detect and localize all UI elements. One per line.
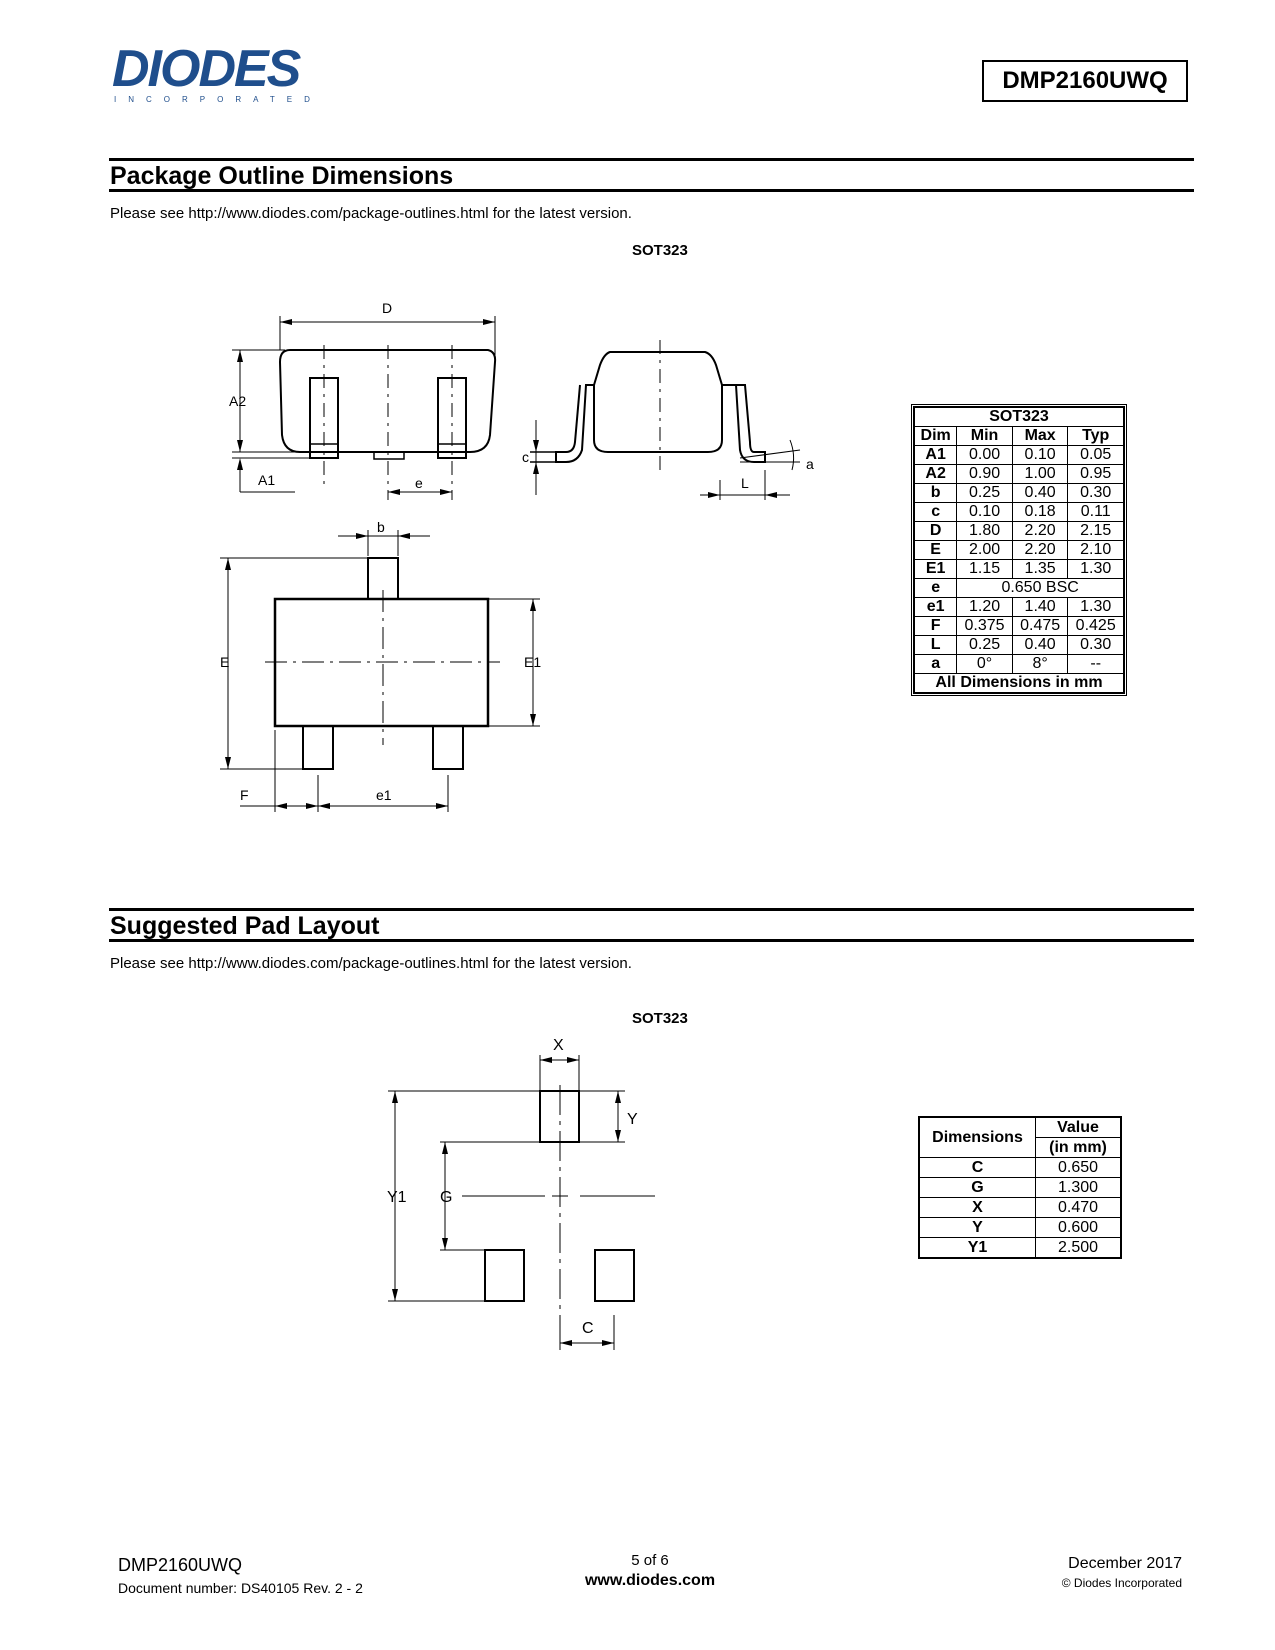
table-row bbox=[919, 1198, 1121, 1218]
footer-date: December 2017 bbox=[1068, 1555, 1182, 1572]
value-cell: 0.25 bbox=[957, 484, 1013, 503]
pad-table-header: Value bbox=[1036, 1117, 1122, 1138]
label-A2: A2 bbox=[229, 393, 247, 409]
logo-subtext: INCORPORATED bbox=[114, 95, 322, 104]
logo-text: DIODES bbox=[112, 44, 300, 98]
value-cell: 1.20 bbox=[957, 598, 1013, 617]
value-cell: -- bbox=[1068, 655, 1124, 674]
table-row bbox=[915, 598, 1124, 617]
value-cell: 0.10 bbox=[1012, 446, 1068, 465]
value-cell: 2.00 bbox=[957, 541, 1013, 560]
footer-website: www.diodes.com bbox=[584, 1572, 716, 1589]
table-row bbox=[915, 522, 1124, 541]
value-cell: 8° bbox=[1012, 655, 1068, 674]
dim-cell: e1 bbox=[915, 598, 957, 617]
value-cell: 2.20 bbox=[1012, 541, 1068, 560]
table-row bbox=[915, 560, 1124, 579]
table-row bbox=[915, 484, 1124, 503]
table-row bbox=[915, 617, 1124, 636]
value-cell: 1.30 bbox=[1068, 560, 1124, 579]
value-cell: 0.475 bbox=[1012, 617, 1068, 636]
value-cell: 2.500 bbox=[1036, 1238, 1122, 1259]
pad-table-header-unit: (in mm) bbox=[1036, 1138, 1122, 1158]
pad-table-header: Dimensions bbox=[919, 1117, 1036, 1158]
outline-table-header: Typ bbox=[1068, 427, 1124, 446]
dim-cell: F bbox=[915, 617, 957, 636]
part-number-box bbox=[982, 60, 1188, 102]
footer-part: DMP2160UWQ bbox=[118, 1555, 243, 1575]
outline-table-header: Max bbox=[1012, 427, 1068, 446]
table-row bbox=[915, 446, 1124, 465]
footer-docnum: Document number: DS40105 Rev. 2 - 2 bbox=[118, 1580, 363, 1596]
value-cell: 0.375 bbox=[957, 617, 1013, 636]
value-cell: 0.95 bbox=[1068, 465, 1124, 484]
value-cell: 2.15 bbox=[1068, 522, 1124, 541]
value-cell: 0.30 bbox=[1068, 484, 1124, 503]
label-E: E bbox=[220, 654, 230, 670]
value-cell: 0.40 bbox=[1012, 636, 1068, 655]
value-cell: 0.25 bbox=[957, 636, 1013, 655]
table-row bbox=[915, 636, 1124, 655]
value-cell: 0.40 bbox=[1012, 484, 1068, 503]
table-row bbox=[915, 503, 1124, 522]
table-row bbox=[915, 655, 1124, 674]
value-cell: 1.35 bbox=[1012, 560, 1068, 579]
label-Y: Y bbox=[627, 1111, 638, 1128]
part-number: DMP2160UWQ bbox=[1002, 67, 1168, 94]
value-cell: 2.10 bbox=[1068, 541, 1124, 560]
value-cell: 1.15 bbox=[957, 560, 1013, 579]
dim-cell: Y bbox=[919, 1218, 1036, 1238]
label-E1: E1 bbox=[524, 654, 542, 670]
value-cell: 1.80 bbox=[957, 522, 1013, 541]
diodes-logo bbox=[112, 44, 332, 106]
value-cell: 2.20 bbox=[1012, 522, 1068, 541]
label-D: D bbox=[382, 300, 393, 316]
value-cell: 0.650 bbox=[1036, 1158, 1122, 1178]
value-cell: 0.11 bbox=[1068, 503, 1124, 522]
value-cell: 0.10 bbox=[957, 503, 1013, 522]
pad-package-label: SOT323 bbox=[632, 1010, 688, 1027]
table-row bbox=[915, 541, 1124, 560]
outline-note: Please see http://www.diodes.com/package-outlines.html for the latest version. bbox=[110, 205, 632, 222]
value-cell: 0.30 bbox=[1068, 636, 1124, 655]
label-b: b bbox=[377, 519, 385, 535]
outline-table-header: Dim bbox=[915, 427, 957, 446]
label-a: a bbox=[806, 456, 814, 472]
dim-cell: E1 bbox=[915, 560, 957, 579]
value-cell: 1.30 bbox=[1068, 598, 1124, 617]
dim-cell: a bbox=[915, 655, 957, 674]
dim-cell: X bbox=[919, 1198, 1036, 1218]
dim-cell: b bbox=[915, 484, 957, 503]
label-Y1: Y1 bbox=[387, 1189, 407, 1206]
label-X: X bbox=[553, 1037, 564, 1054]
value-cell: 1.300 bbox=[1036, 1178, 1122, 1198]
dim-cell: L bbox=[915, 636, 957, 655]
label-e1: e1 bbox=[376, 787, 392, 803]
dim-cell: C bbox=[919, 1158, 1036, 1178]
label-e: e bbox=[415, 475, 423, 491]
label-C: C bbox=[582, 1320, 594, 1337]
dim-cell: G bbox=[919, 1178, 1036, 1198]
value-cell: 0.600 bbox=[1036, 1218, 1122, 1238]
outline-table-title: SOT323 bbox=[915, 408, 1124, 427]
value-cell: 0.650 BSC bbox=[957, 579, 1124, 598]
footer-page: 5 of 6 bbox=[631, 1552, 669, 1569]
dim-cell: D bbox=[915, 522, 957, 541]
value-cell: 0.05 bbox=[1068, 446, 1124, 465]
value-cell: 0.425 bbox=[1068, 617, 1124, 636]
outline-dimensions-table bbox=[911, 404, 1127, 696]
label-L: L bbox=[741, 475, 749, 491]
pad-section-title: Suggested Pad Layout bbox=[109, 908, 1194, 942]
table-row bbox=[915, 579, 1124, 598]
outline-package-label: SOT323 bbox=[632, 242, 688, 259]
label-c: c bbox=[522, 449, 529, 465]
outline-section-title: Package Outline Dimensions bbox=[109, 158, 1194, 192]
value-cell: 1.40 bbox=[1012, 598, 1068, 617]
pad-dimensions-table bbox=[918, 1116, 1122, 1259]
table-row bbox=[919, 1158, 1121, 1178]
dim-cell: A1 bbox=[915, 446, 957, 465]
label-F: F bbox=[240, 787, 249, 803]
dim-cell: c bbox=[915, 503, 957, 522]
footer-copyright: © Diodes Incorporated bbox=[1061, 1576, 1182, 1590]
dim-cell: Y1 bbox=[919, 1238, 1036, 1259]
label-A1: A1 bbox=[258, 472, 276, 488]
dim-cell: e bbox=[915, 579, 957, 598]
outline-table-header: Min bbox=[957, 427, 1013, 446]
table-row bbox=[915, 465, 1124, 484]
table-row bbox=[919, 1238, 1121, 1259]
outline-table-footer: All Dimensions in mm bbox=[915, 674, 1124, 693]
label-G: G bbox=[440, 1189, 453, 1206]
value-cell: 0.18 bbox=[1012, 503, 1068, 522]
pad-note: Please see http://www.diodes.com/package-outlines.html for the latest version. bbox=[110, 955, 632, 972]
value-cell: 0.470 bbox=[1036, 1198, 1122, 1218]
value-cell: 0.90 bbox=[957, 465, 1013, 484]
table-row bbox=[919, 1218, 1121, 1238]
value-cell: 1.00 bbox=[1012, 465, 1068, 484]
value-cell: 0° bbox=[957, 655, 1013, 674]
value-cell: 0.00 bbox=[957, 446, 1013, 465]
dim-cell: E bbox=[915, 541, 957, 560]
table-row bbox=[919, 1178, 1121, 1198]
dim-cell: A2 bbox=[915, 465, 957, 484]
